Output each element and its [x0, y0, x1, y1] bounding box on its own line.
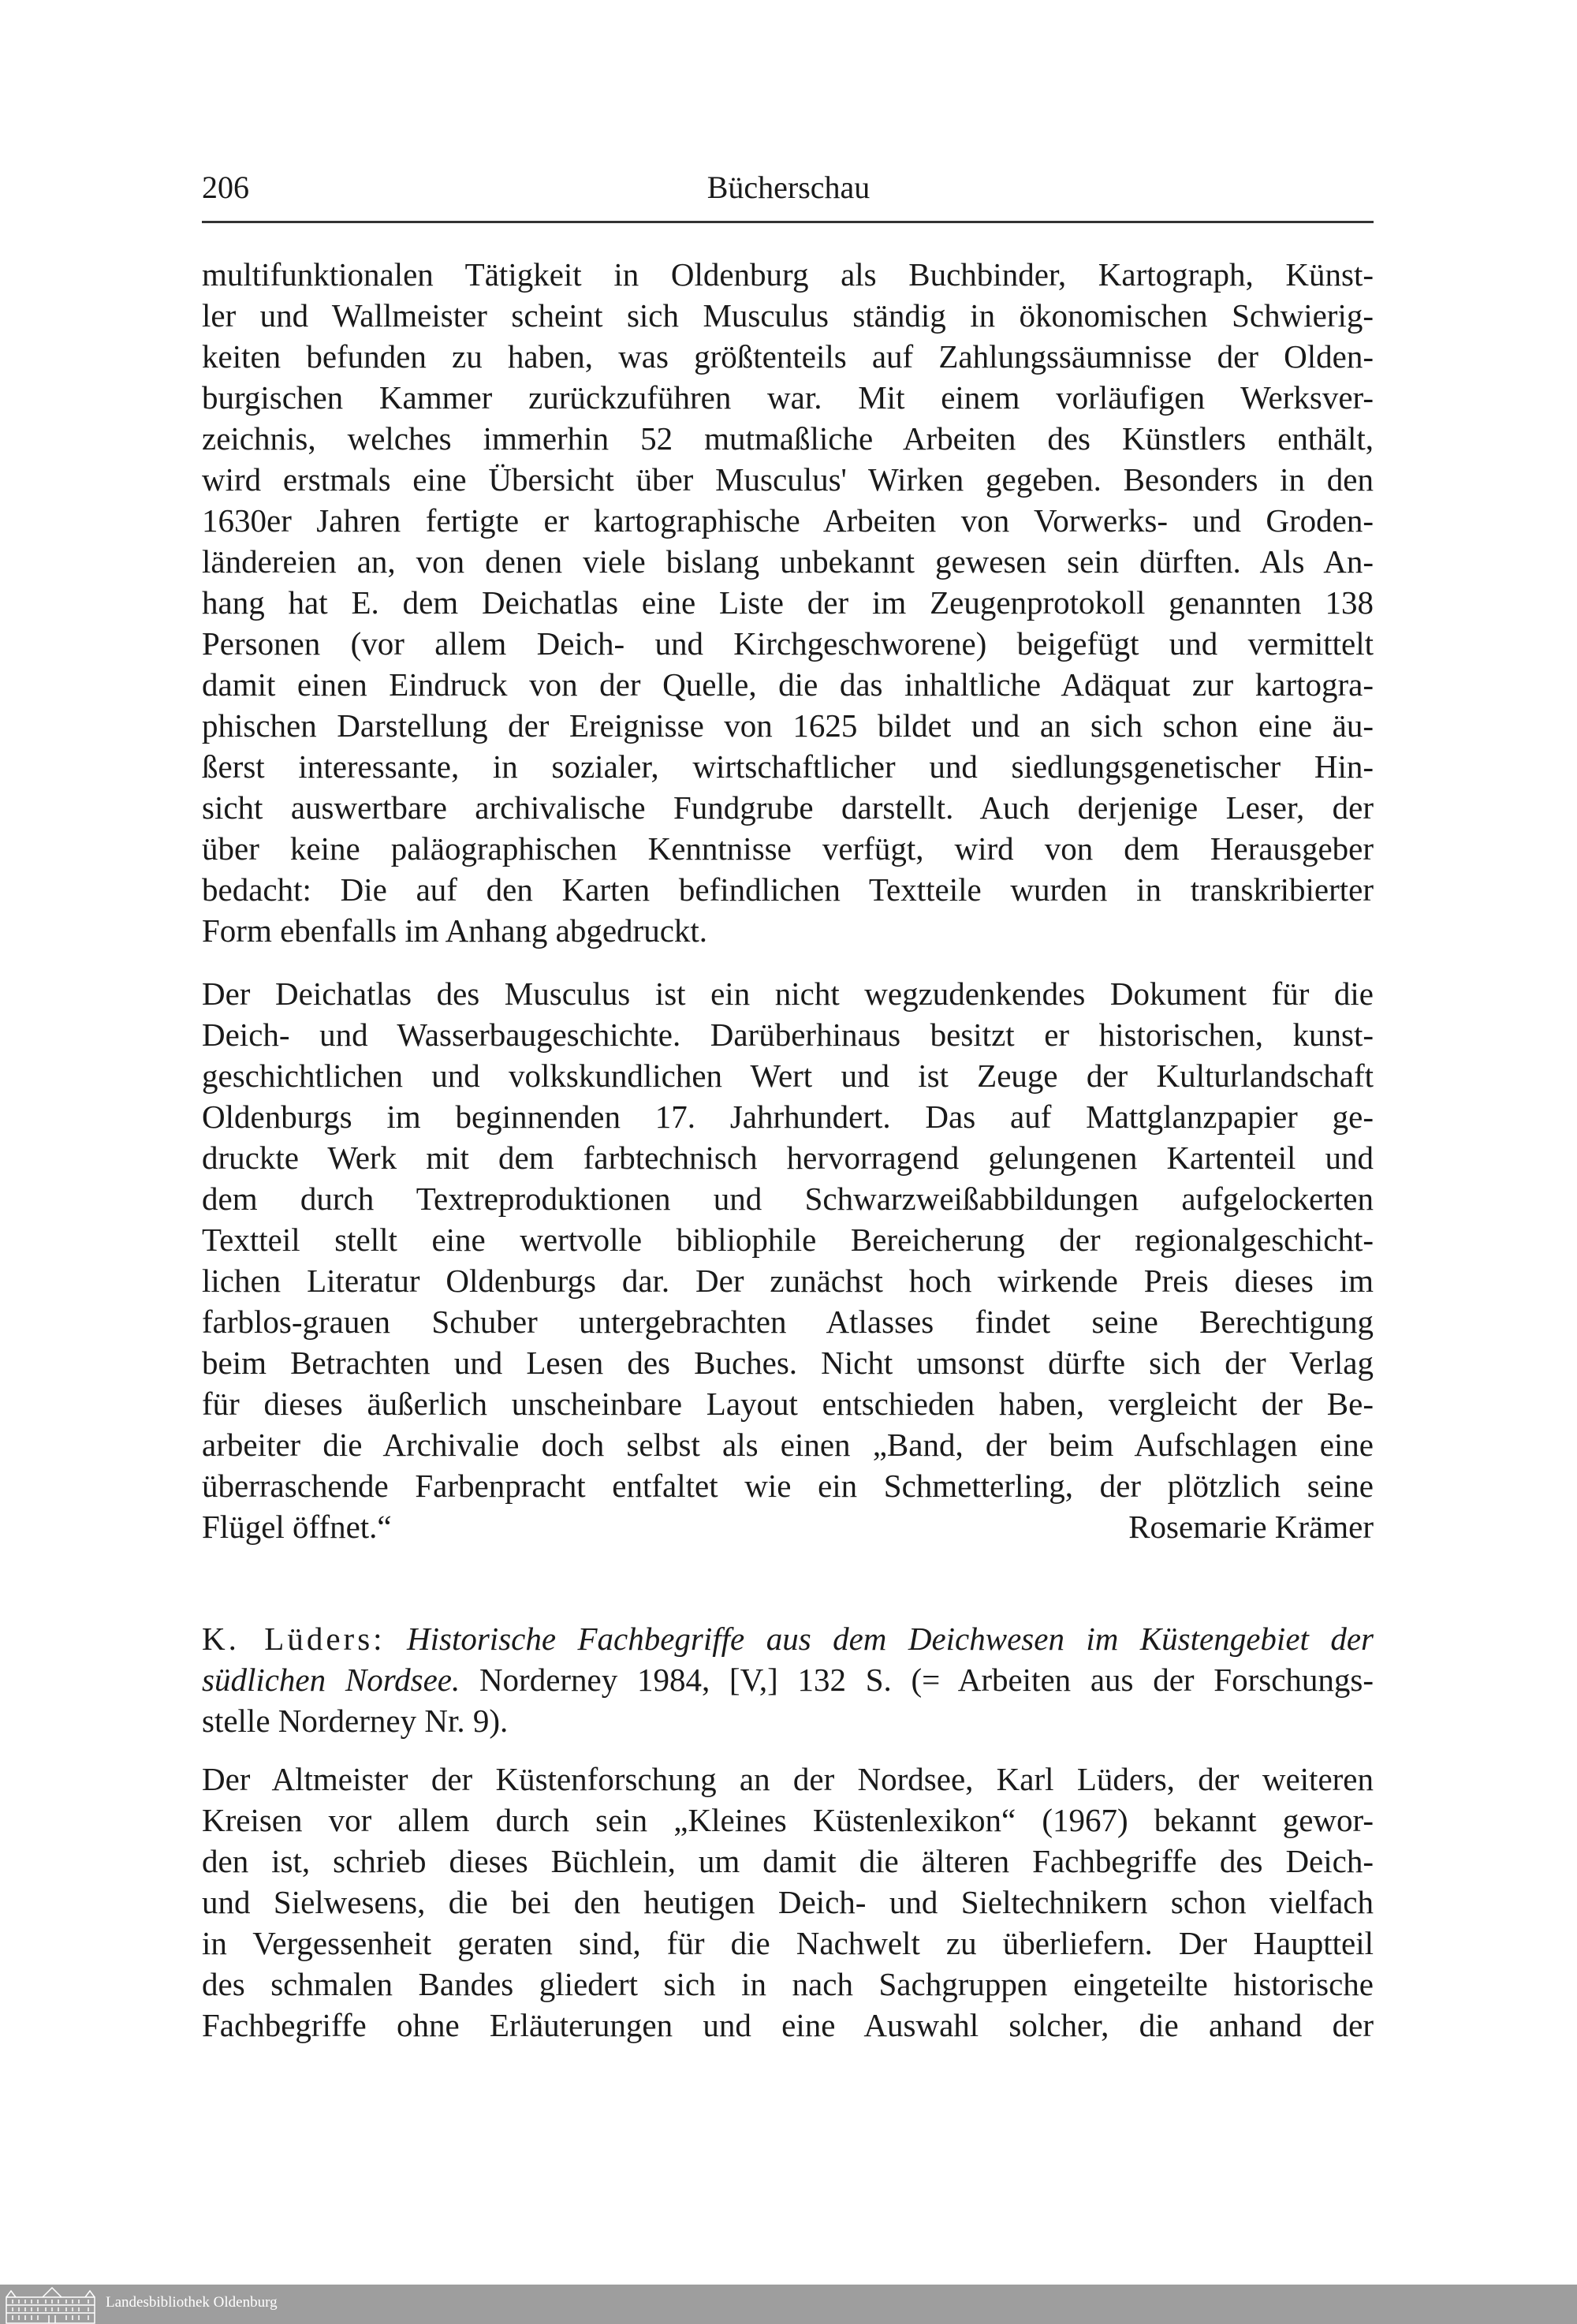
text-line: lichen Literatur Oldenburgs dar. Der zunächst hoch wirkende Preis dieses im: [202, 1263, 1374, 1299]
text-line: sicht auswertbare archivalische Fundgrube darstellt. Auch derjenige Leser, der: [202, 789, 1374, 826]
text-line: damit einen Eindruck von der Quelle, die das inhaltliche Adäquat zur kartogra-: [202, 666, 1374, 703]
text-line: ländereien an, von denen viele bislang unbekannt gewesen sein dürften. Als An-: [202, 543, 1374, 580]
text-line: Oldenburgs im beginnenden 17. Jahrhundert. Das auf Mattglanzpapier ge-: [202, 1099, 1374, 1135]
text-line: farblos-grauen Schuber untergebrachten Atlasses findet seine Berechtigung: [202, 1304, 1374, 1340]
entry-title-cont: südlichen Nordsee.: [202, 1662, 460, 1698]
text-line: multifunktionalen Tätigkeit in Oldenburg als Buchbinder, Kartograph, Künst-: [202, 256, 1374, 293]
closing-line: [202, 1506, 1374, 1547]
paragraph-2: [202, 973, 1374, 1547]
text-line: ßerst interessante, in sozialer, wirtschaftlicher und siedlungsgenetischer Hin-: [202, 748, 1374, 785]
text-line: ler und Wallmeister scheint sich Musculus ständig in ökonomischen Schwierig-: [202, 297, 1374, 334]
text-line: Form ebenfalls im Anhang abgedruckt.: [202, 912, 708, 949]
text-line: zeichnis, welches immerhin 52 mutmaßliche Arbeiten des Künstlers enthält,: [202, 420, 1374, 457]
paragraph-1: [202, 254, 1374, 951]
text-line: Der Altmeister der Küstenforschung an der Nordsee, Karl Lüders, der weiteren: [202, 1761, 1374, 1797]
text-line: keiten befunden zu haben, was größtenteils auf Zahlungssäumnisse der Olden-: [202, 338, 1374, 375]
text-line: Flügel öffnet.“: [202, 1509, 392, 1545]
page-number: 206: [202, 170, 249, 205]
text-line: und Sielwesens, die bei den heutigen Deich- und Sieltechnikern schon vielfach: [202, 1884, 1374, 1920]
entry-publication: Norderney 1984, [V,] 132 S. (= Arbeiten aus der Forschungs-: [460, 1662, 1374, 1698]
text-line: in Vergessenheit geraten sind, für die Nachwelt zu überliefern. Der Hauptteil: [202, 1925, 1374, 1961]
library-building-logo-icon: [5, 2286, 98, 2324]
text-line: geschichtlichen und volkskundlichen Wert und ist Zeuge der Kulturlandschaft: [202, 1058, 1374, 1094]
text-line: Deich- und Wasserbaugeschichte. Darüberhinaus besitzt er historischen, kunst-: [202, 1017, 1374, 1053]
text-line: phischen Darstellung der Ereignisse von 1625 bildet und an sich schon eine äu-: [202, 707, 1374, 744]
paragraph-3: [202, 1759, 1374, 2046]
running-head: Bücherschau: [706, 170, 871, 205]
text-line: für dieses äußerlich unscheinbare Layout entschieden haben, vergleicht der Be-: [202, 1386, 1374, 1422]
text-line: beim Betrachten und Lesen des Buches. Nicht umsonst dürfte sich der Verlag: [202, 1345, 1374, 1381]
text-line: Fachbegriffe ohne Erläuterungen und eine Auswahl solcher, die anhand der: [202, 2007, 1374, 2043]
entry-series: stelle Norderney Nr. 9).: [202, 1703, 509, 1739]
text-line: dem durch Textreproduktionen und Schwarzweißabbildungen aufgelockerten: [202, 1181, 1374, 1217]
text-line: den ist, schrieb dieses Büchlein, um damit die älteren Fachbegriffe des Deich-: [202, 1843, 1374, 1879]
text-line: über keine paläographischen Kenntnisse verfügt, wird von dem Herausgeber: [202, 830, 1374, 867]
text-line: bedacht: Die auf den Karten befindlichen Textteile wurden in transkribierter: [202, 871, 1374, 908]
footer-bar: [0, 2285, 1577, 2324]
reviewer-name: Rosemarie Krämer: [1128, 1509, 1374, 1545]
text-line: Textteil stellt eine wertvolle bibliophile Bereicherung der regionalgeschicht-: [202, 1222, 1374, 1258]
bibliographic-entry: [202, 1618, 1374, 1741]
text-line: 1630er Jahren fertigte er kartographische Arbeiten von Vorwerks- und Groden-: [202, 502, 1374, 539]
text-line: burgischen Kammer zurückzuführen war. Mit einem vorläufigen Werksver-: [202, 379, 1374, 416]
text-line: des schmalen Bandes gliedert sich in nach Sachgruppen eingeteilte historische: [202, 1966, 1374, 2002]
library-name: Landesbibliothek Oldenburg: [106, 2294, 278, 2311]
text-line: hang hat E. dem Deichatlas eine Liste der im Zeugenprotokoll genannten 138: [202, 584, 1374, 621]
entry-author: K. Lüders:: [202, 1621, 386, 1657]
text-line: arbeiter die Archivalie doch selbst als einen „Band, der beim Aufschlagen eine: [202, 1427, 1374, 1463]
text-line: Personen (vor allem Deich- und Kirchgeschworene) beigefügt und vermittelt: [202, 625, 1374, 662]
text-line: druckte Werk mit dem farbtechnisch hervorragend gelungenen Kartenteil und: [202, 1140, 1374, 1176]
text-line: überraschende Farbenpracht entfaltet wie ein Schmetterling, der plötzlich seine: [202, 1468, 1374, 1504]
entry-title: Historische Fachbegriffe aus dem Deichwesen im Küstengebiet der: [407, 1621, 1374, 1657]
text-line: wird erstmals eine Übersicht über Musculus' Wirken gegeben. Besonders in den: [202, 461, 1374, 498]
text-line: Der Deichatlas des Musculus ist ein nicht wegzudenkendes Dokument für die: [202, 975, 1374, 1012]
text-line: Kreisen vor allem durch sein „Kleines Küstenlexikon“ (1967) bekannt gewor-: [202, 1802, 1374, 1838]
header-rule: [202, 221, 1374, 223]
